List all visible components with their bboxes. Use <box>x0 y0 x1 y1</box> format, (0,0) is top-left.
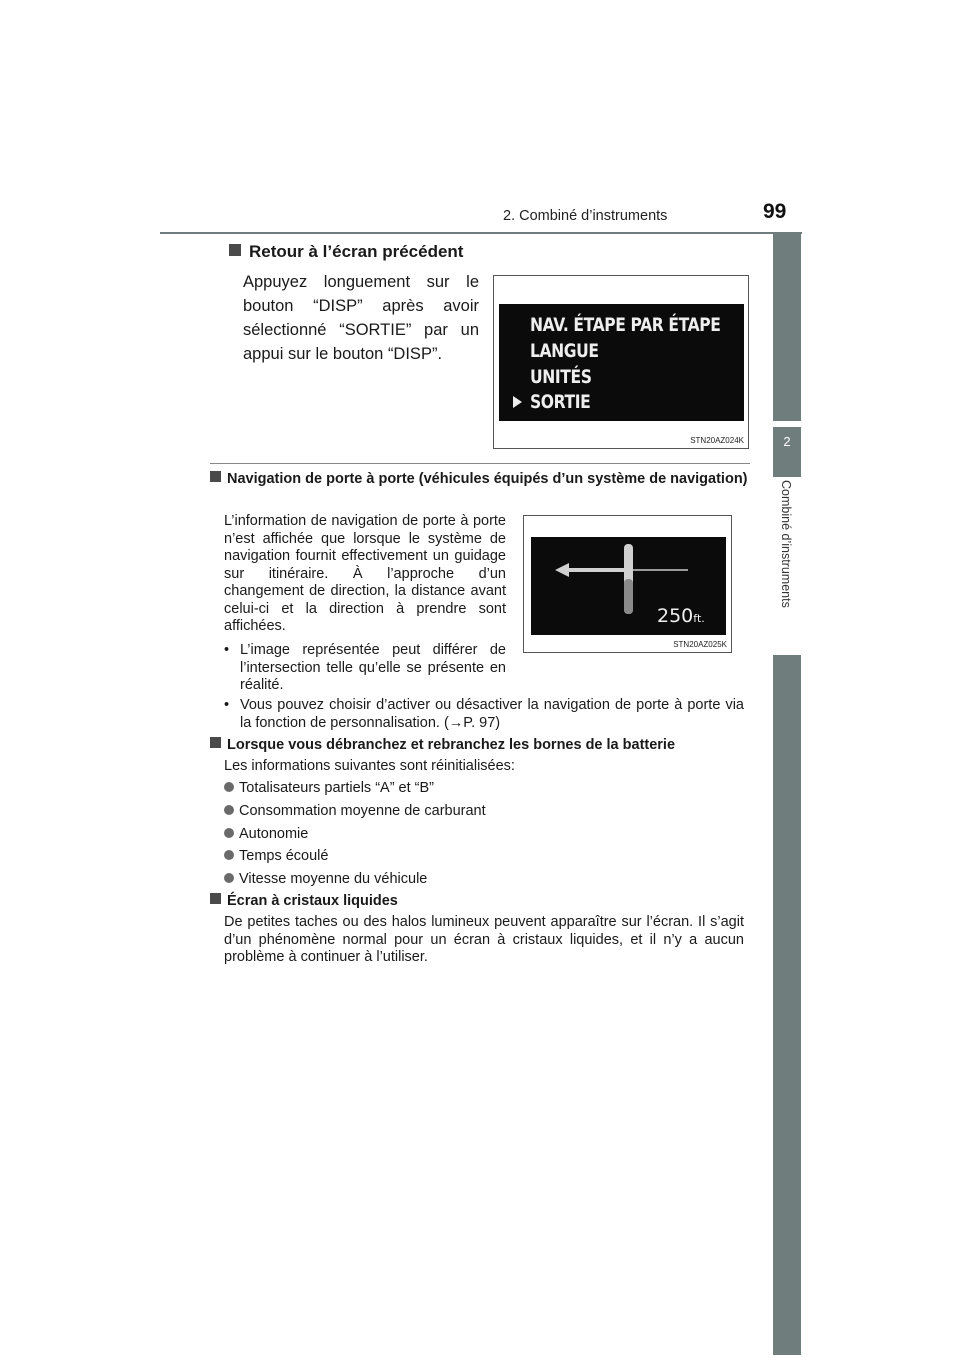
list-item: Totalisateurs partiels “A” et “B” <box>224 780 434 796</box>
square-bullet-icon <box>210 737 221 748</box>
round-bullet-icon <box>224 828 234 838</box>
list-item: Consommation moyenne de carburant <box>224 803 486 819</box>
heading-battery: Lorsque vous débranchez et rebranchez les bornes de la batterie <box>210 737 675 753</box>
menu-item-langue: LANGUE <box>530 340 599 362</box>
menu-item-unites: UNITÉS <box>530 366 592 388</box>
figure-code: STN20AZ025K <box>673 640 727 649</box>
chapter-label-tab <box>773 480 801 650</box>
figure-navigation-display <box>523 515 732 653</box>
header-rule <box>160 232 802 234</box>
list-item: Vitesse moyenne du véhicule <box>224 871 427 887</box>
square-bullet-icon <box>210 471 221 482</box>
list-item: Temps écoulé <box>224 848 328 864</box>
chapter-number-tab <box>773 427 801 477</box>
battery-intro: Les informations suivantes sont réinitialisées: <box>224 758 515 774</box>
distance-readout: 250ft. <box>657 605 705 627</box>
section-divider <box>210 463 750 464</box>
square-bullet-icon <box>229 244 241 256</box>
menu-item-sortie: SORTIE <box>530 391 591 413</box>
return-instructions: Appuyez longuement sur le bouton “DISP” après avoir sélectionné “SORTIE” par un appui sur le bouton “DISP”. <box>243 273 479 363</box>
menu-item-nav: NAV. ÉTAPE PAR ÉTAPE <box>530 314 721 336</box>
display-screen <box>499 304 744 421</box>
figure-code: STN20AZ024K <box>690 436 744 445</box>
bullet-customization-note: • Vous pouvez choisir d’activer ou désactiver la navigation de porte à porte via la fonction de personnalisation. (→P. 97) <box>224 697 744 731</box>
chapter-label: Combiné d’instruments <box>779 480 793 608</box>
figure-menu-display <box>493 275 749 449</box>
door-to-door-description: L’information de navigation de porte à porte n’est affichée que lorsque le système de navigation fournit effectivement un guidage sur itinéraire. À l’approche d’un changement de direction, la distance avant celui-ci et la direction à prendre sont affichées. <box>224 513 506 634</box>
bullet-image-note: • L’image représentée peut différer de l’intersection telle qu’elle se présente en réalité. <box>224 642 506 693</box>
section-header: 2. Combiné d’instruments <box>503 208 668 224</box>
display-screen <box>531 537 726 635</box>
side-tab-bottom <box>773 655 801 1355</box>
round-bullet-icon <box>224 782 234 792</box>
page-number: 99 <box>763 200 787 223</box>
side-tab-top <box>773 233 801 421</box>
selection-arrow-icon <box>513 396 522 408</box>
list-item: Autonomie <box>224 826 308 842</box>
square-bullet-icon <box>210 893 221 904</box>
round-bullet-icon <box>224 850 234 860</box>
lcd-description: De petites taches ou des halos lumineux peuvent apparaître sur l’écran. Il s’agit d’un phénomène normal pour un écran à cristaux liquides, et il n’y a aucun problème à continuer à l’utiliser. <box>224 914 744 965</box>
heading-return-previous: Retour à l’écran précédent <box>229 242 463 262</box>
chapter-number: 2 <box>783 434 791 449</box>
round-bullet-icon <box>224 873 234 883</box>
heading-door-to-door: Navigation de porte à porte (véhicules équipés d’un système de navigation) <box>210 471 750 489</box>
round-bullet-icon <box>224 805 234 815</box>
heading-lcd: Écran à cristaux liquides <box>210 893 398 909</box>
